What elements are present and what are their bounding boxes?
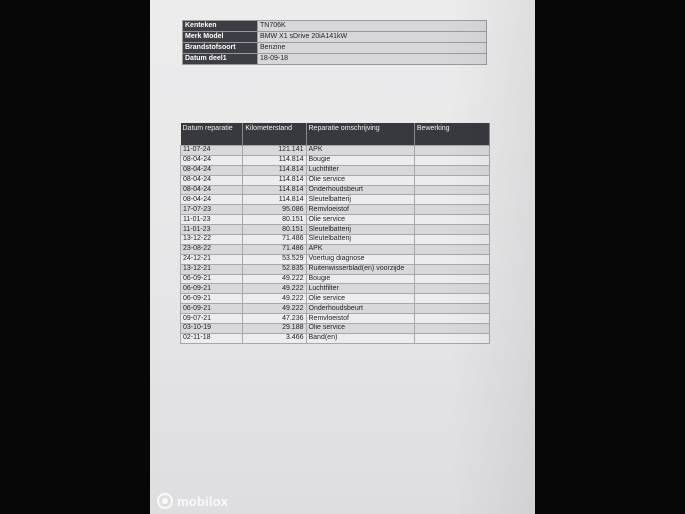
- table-row: [181, 264, 490, 274]
- cell-kilometerstand: 114.814: [243, 195, 306, 205]
- table-row: [181, 155, 490, 165]
- cell-omschrijving: Voertuig diagnose: [306, 254, 414, 264]
- cell-datum: 06-09-21: [181, 274, 243, 284]
- info-label: Merk Model: [183, 32, 258, 43]
- cell-kilometerstand: 114.814: [243, 185, 306, 195]
- cell-bewerking: [414, 304, 489, 314]
- cell-datum: 06-09-21: [181, 294, 243, 304]
- cell-kilometerstand: 80.151: [243, 225, 306, 235]
- repairs-table: [180, 123, 490, 344]
- cell-omschrijving: Bougie: [306, 274, 414, 284]
- cell-bewerking: [414, 274, 489, 284]
- cell-omschrijving: Remvloeistof: [306, 205, 414, 215]
- vehicle-info-table: [182, 20, 487, 65]
- cell-kilometerstand: 3.466: [243, 333, 306, 343]
- table-row: [181, 254, 490, 264]
- watermark-logo: [157, 493, 228, 509]
- table-row: [181, 235, 490, 245]
- info-value: Benzine: [258, 43, 487, 54]
- table-row: [181, 215, 490, 225]
- cell-datum: 08-04-24: [181, 155, 243, 165]
- cell-omschrijving: Remvloeistof: [306, 314, 414, 324]
- document-page: [150, 0, 535, 514]
- cell-omschrijving: Olie service: [306, 324, 414, 334]
- cell-datum: 06-09-21: [181, 284, 243, 294]
- cell-kilometerstand: 71.486: [243, 235, 306, 245]
- cell-kilometerstand: 52.835: [243, 264, 306, 274]
- table-row: [181, 175, 490, 185]
- cell-omschrijving: Sleutelbatterij: [306, 235, 414, 245]
- cell-bewerking: [414, 254, 489, 264]
- table-row: [181, 146, 490, 156]
- cell-bewerking: [414, 205, 489, 215]
- cell-kilometerstand: 114.814: [243, 155, 306, 165]
- cell-datum: 08-04-24: [181, 165, 243, 175]
- cell-kilometerstand: 80.151: [243, 215, 306, 225]
- cell-bewerking: [414, 284, 489, 294]
- table-row: [181, 244, 490, 254]
- cell-datum: 08-04-24: [181, 185, 243, 195]
- table-row: [181, 274, 490, 284]
- cell-bewerking: [414, 244, 489, 254]
- cell-kilometerstand: 49.222: [243, 294, 306, 304]
- cell-datum: 11-07-24: [181, 146, 243, 156]
- table-row: [181, 225, 490, 235]
- cell-omschrijving: Olie service: [306, 294, 414, 304]
- cell-omschrijving: APK: [306, 146, 414, 156]
- cell-datum: 11-01-23: [181, 225, 243, 235]
- header-kilometerstand: Kilometerstand: [243, 123, 306, 146]
- cell-datum: 06-09-21: [181, 304, 243, 314]
- table-row: [181, 324, 490, 334]
- cell-omschrijving: Olie service: [306, 215, 414, 225]
- cell-kilometerstand: 71.486: [243, 244, 306, 254]
- info-label: Kenteken: [183, 21, 258, 32]
- cell-bewerking: [414, 185, 489, 195]
- cell-datum: 24-12-21: [181, 254, 243, 264]
- cell-omschrijving: Bougie: [306, 155, 414, 165]
- cell-datum: 23-08-22: [181, 244, 243, 254]
- info-value: BMW X1 sDrive 20iA141kW: [258, 32, 487, 43]
- cell-kilometerstand: 49.222: [243, 274, 306, 284]
- table-row: [181, 195, 490, 205]
- cell-kilometerstand: 114.814: [243, 175, 306, 185]
- watermark-text: mobilox: [177, 493, 229, 509]
- cell-datum: 09-07-21: [181, 314, 243, 324]
- header-bewerking: Bewerking: [414, 123, 489, 146]
- table-row: [181, 284, 490, 294]
- cell-kilometerstand: 29.188: [243, 324, 306, 334]
- table-row: [181, 304, 490, 314]
- cell-omschrijving: Luchtfilter: [306, 284, 414, 294]
- cell-bewerking: [414, 195, 489, 205]
- cell-bewerking: [414, 165, 489, 175]
- cell-datum: 02-11-18: [181, 333, 243, 343]
- info-value: TN706K: [258, 21, 487, 32]
- cell-datum: 13-12-21: [181, 264, 243, 274]
- table-row: [181, 294, 490, 304]
- cell-omschrijving: Onderhoudsbeurt: [306, 304, 414, 314]
- cell-omschrijving: Onderhoudsbeurt: [306, 185, 414, 195]
- cell-bewerking: [414, 264, 489, 274]
- table-row: [181, 333, 490, 343]
- cell-bewerking: [414, 294, 489, 304]
- table-row: [181, 205, 490, 215]
- cell-omschrijving: Band(en): [306, 333, 414, 343]
- cell-datum: 13-12-22: [181, 235, 243, 245]
- cell-omschrijving: Olie service: [306, 175, 414, 185]
- cell-bewerking: [414, 235, 489, 245]
- cell-bewerking: [414, 146, 489, 156]
- cell-kilometerstand: 47.236: [243, 314, 306, 324]
- info-label: Brandstofsoort: [183, 43, 258, 54]
- table-row: [181, 185, 490, 195]
- cell-bewerking: [414, 225, 489, 235]
- cell-bewerking: [414, 324, 489, 334]
- info-row: [183, 21, 487, 32]
- cell-omschrijving: APK: [306, 244, 414, 254]
- cell-bewerking: [414, 215, 489, 225]
- cell-bewerking: [414, 314, 489, 324]
- table-row: [181, 165, 490, 175]
- info-value: 18-09-18: [258, 54, 487, 65]
- cell-datum: 03-10-19: [181, 324, 243, 334]
- info-row: [183, 54, 487, 65]
- table-row: [181, 314, 490, 324]
- cell-kilometerstand: 95.086: [243, 205, 306, 215]
- cell-bewerking: [414, 175, 489, 185]
- cell-omschrijving: Sleutelbatterij: [306, 225, 414, 235]
- repairs-header-row: [181, 123, 490, 146]
- cell-datum: 11-01-23: [181, 215, 243, 225]
- info-row: [183, 32, 487, 43]
- cell-bewerking: [414, 155, 489, 165]
- cell-omschrijving: Sleutelbatterij: [306, 195, 414, 205]
- cell-omschrijving: Luchtfilter: [306, 165, 414, 175]
- cell-datum: 08-04-24: [181, 195, 243, 205]
- header-reparatie-omschrijving: Reparatie omschrijving: [306, 123, 414, 146]
- header-datum-reparatie: Datum reparatie: [181, 123, 243, 146]
- info-label: Datum deel1: [183, 54, 258, 65]
- cell-omschrijving: Ruitenwisserblad(en) voorzijde: [306, 264, 414, 274]
- cell-kilometerstand: 53.529: [243, 254, 306, 264]
- cell-kilometerstand: 49.222: [243, 304, 306, 314]
- cell-kilometerstand: 121.141: [243, 146, 306, 156]
- cell-kilometerstand: 114.814: [243, 165, 306, 175]
- cell-bewerking: [414, 333, 489, 343]
- cell-datum: 08-04-24: [181, 175, 243, 185]
- mobilox-logo-icon: [157, 493, 173, 509]
- info-row: [183, 43, 487, 54]
- cell-datum: 17-07-23: [181, 205, 243, 215]
- cell-kilometerstand: 49.222: [243, 284, 306, 294]
